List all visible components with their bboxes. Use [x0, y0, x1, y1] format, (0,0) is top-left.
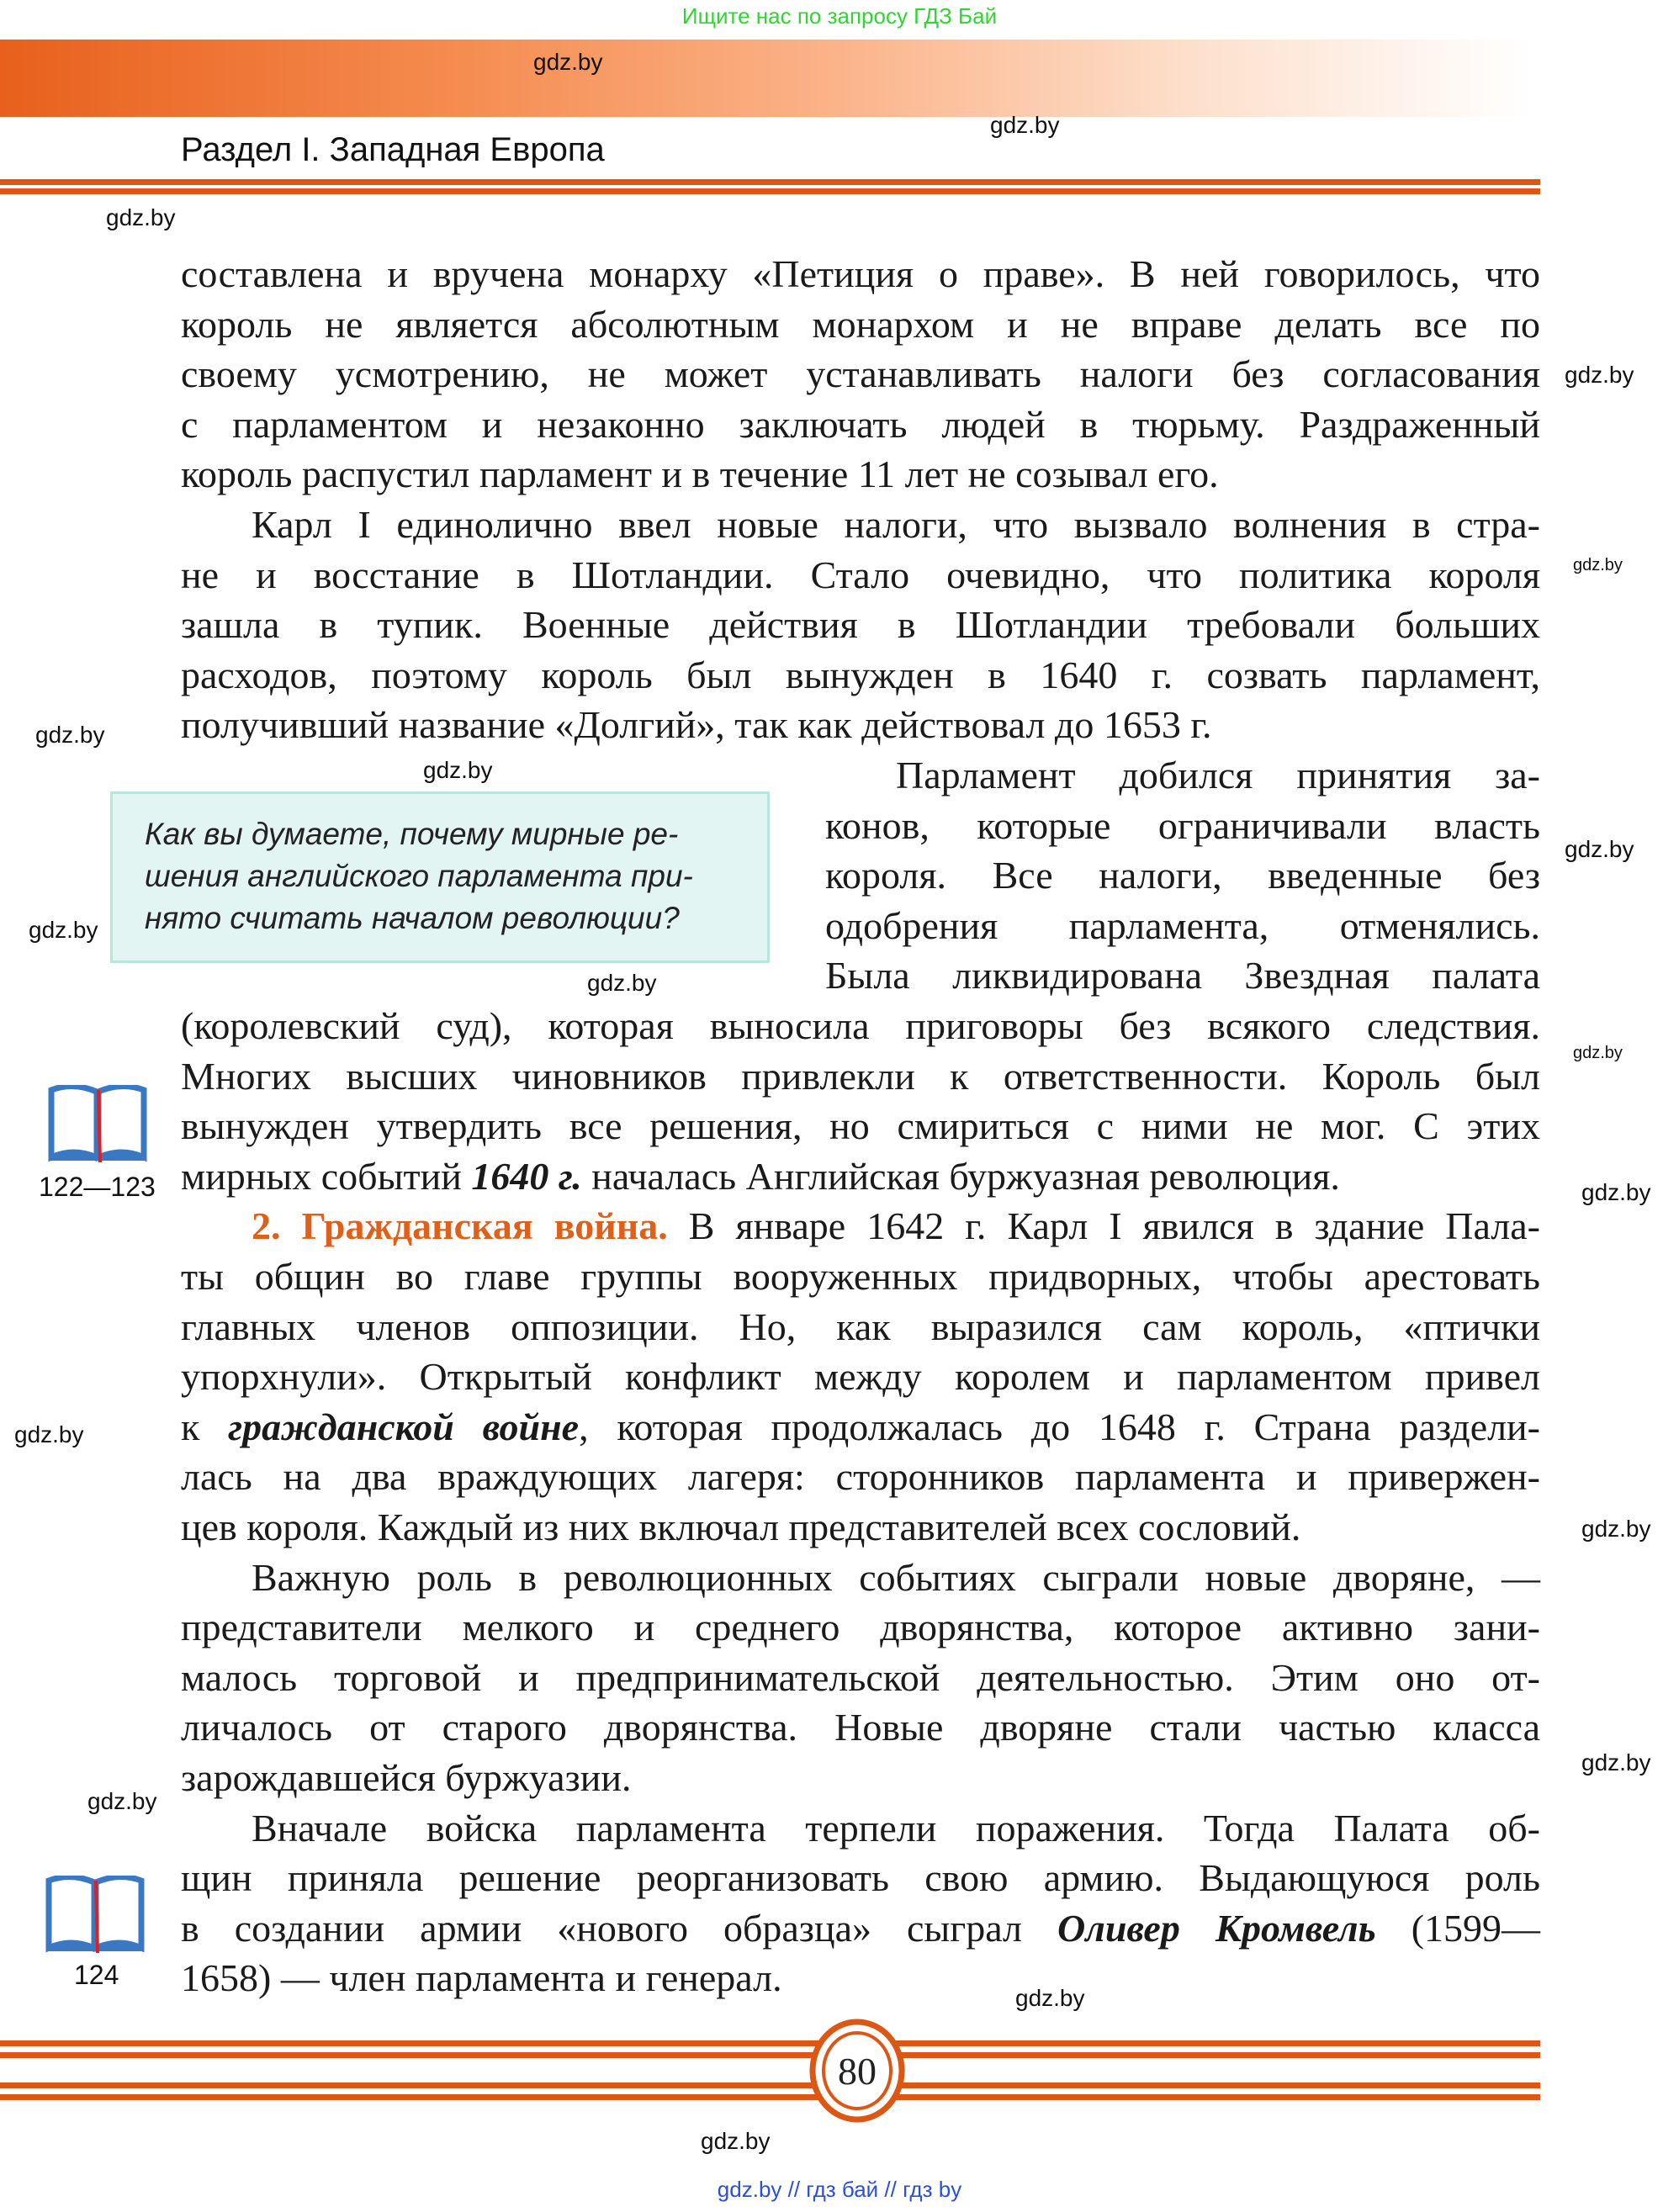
- watermark-text: gdz.by: [14, 1421, 84, 1447]
- text-run: Была ликвидирована Звездная палата: [825, 954, 1540, 998]
- text-run: 1658) — член парламента и генерал.: [181, 1956, 782, 2000]
- text-run: (1599—: [1375, 1906, 1541, 1950]
- body-line: [181, 551, 1540, 600]
- text-run: Парламент добился принятия за-: [896, 754, 1540, 796]
- watermark-text: gdz.by: [587, 970, 657, 996]
- body-line: [181, 1152, 1540, 1201]
- text-run: Важную роль в революционных событиях сыграли новые дворяне, —: [252, 1555, 1540, 1599]
- text-run: , которая продолжалась до 1648 г. Страна раздели-: [579, 1405, 1540, 1448]
- text-run: Вначале войска парламента терпели поражения. Тогда Палата об-: [252, 1806, 1540, 1850]
- section-heading: 2. Гражданская война.: [252, 1204, 668, 1248]
- section-title: Раздел I. Западная Европа: [181, 131, 605, 168]
- text-run: короля. Все налоги, введенные без: [825, 854, 1540, 897]
- top-promo-text[interactable]: Ищите нас по запросу ГДЗ Бай: [681, 3, 998, 29]
- page-number: 80: [838, 2050, 877, 2093]
- text-run: (королевский суд), которая выносила приговоры без всякого следствия.: [181, 1004, 1540, 1047]
- watermark-text: gdz.by: [1581, 1516, 1651, 1542]
- body-line: [896, 751, 1540, 800]
- watermark-text: gdz.by: [990, 112, 1060, 138]
- emphasized-term: 1640 г.: [471, 1154, 582, 1198]
- body-line: [181, 1954, 1540, 2003]
- question-box: [110, 791, 770, 963]
- body-line: [825, 851, 1540, 900]
- body-line: [181, 601, 1540, 649]
- body-line: [181, 450, 1540, 499]
- body-line: [181, 1854, 1540, 1902]
- body-line: [181, 1703, 1540, 1752]
- body-line: [181, 1453, 1540, 1501]
- footer-rule: [0, 2094, 1540, 2100]
- watermark-text: gdz.by: [1581, 1749, 1651, 1775]
- body-line: [252, 1804, 1540, 1853]
- text-run: в создании армии «нового образца» сыграл: [181, 1906, 1057, 1950]
- body-line: [181, 300, 1540, 349]
- body-line: [825, 802, 1540, 850]
- body-line: [181, 1603, 1540, 1652]
- body-line: [181, 1352, 1540, 1401]
- text-run: мирных событий: [181, 1154, 472, 1198]
- body-line: [252, 1553, 1540, 1602]
- reference-label: 122—123: [39, 1172, 156, 1202]
- text-run: личалось от старого дворянства. Новые дворяне стали частью класса: [181, 1706, 1540, 1749]
- watermark-text: gdz.by: [423, 757, 493, 783]
- text-run: началась Английская буржуазная революция.: [581, 1154, 1340, 1198]
- body-line: [181, 1102, 1540, 1151]
- text-run: с парламентом и незаконно заключать людей в тюрьму. Раздраженный: [181, 402, 1540, 446]
- question-line: Как вы думаете, почему мирные ре-: [145, 817, 679, 851]
- text-run: цев короля. Каждый из них включал представителей всех сословий.: [181, 1506, 1301, 1548]
- body-line: [181, 1654, 1540, 1702]
- body-line: [181, 651, 1540, 700]
- footer-rule: [0, 2040, 1540, 2046]
- watermark-text: gdz.by: [1573, 1044, 1623, 1062]
- body-line: [181, 350, 1540, 399]
- text-run: представители мелкого и среднего дворянства, которое активно зани-: [181, 1606, 1540, 1649]
- body-line: [181, 1052, 1540, 1101]
- body-line: [181, 400, 1540, 449]
- text-run: главных членов оппозиции. Но, как выразился сам король, «птички: [181, 1304, 1540, 1348]
- text-run: упорхнули». Открытый конфликт между королем и парламентом привел: [181, 1355, 1540, 1399]
- watermark-text: gdz.by: [533, 49, 603, 75]
- watermark-text: gdz.by: [1015, 1985, 1085, 2011]
- question-line: нято считать началом революции?: [145, 901, 680, 935]
- footer-rule: [0, 2082, 1540, 2088]
- body-line: [181, 1754, 1540, 1802]
- footer-rule: [0, 2052, 1540, 2058]
- text-run: малось торговой и предпринимательской деятельностью. Этим оно от-: [181, 1655, 1540, 1699]
- text-run: ты общин во главе группы вооруженных придворных, чтобы арестовать: [181, 1255, 1540, 1298]
- body-line: [181, 1904, 1540, 1953]
- watermark-text: gdz.by: [106, 204, 176, 230]
- body-line: [181, 701, 1540, 749]
- watermark-text: gdz.by: [87, 1788, 157, 1814]
- question-line: шения английского парламента при-: [145, 859, 693, 893]
- watermark-text: gdz.by: [1565, 836, 1634, 862]
- body-line: [252, 500, 1540, 549]
- header-banner: [0, 40, 1531, 117]
- book-icon: [48, 1085, 147, 1162]
- header-rule: [0, 188, 1540, 194]
- text-run: зарождавшейся буржуазии.: [181, 1756, 632, 1799]
- text-run: к: [181, 1405, 229, 1448]
- text-run: король не является абсолютным монархом и не вправе делать все по: [181, 302, 1540, 346]
- text-run: щин приняла решение реорганизовать свою армию. Выдающуюся роль: [181, 1856, 1540, 1900]
- body-line: [181, 1403, 1540, 1452]
- body-line: [181, 1252, 1540, 1301]
- reference-label: 124: [74, 1960, 119, 1990]
- text-run: конов, которые ограничивали власть: [825, 803, 1540, 847]
- text-run: получивший название «Долгий», так как действовал до 1653 г.: [181, 703, 1212, 747]
- watermark-text: gdz.by: [1581, 1179, 1651, 1205]
- emphasized-term: гражданской войне: [228, 1405, 580, 1448]
- text-run: расходов, поэтому король был вынужден в 1640 г. созвать парламент,: [181, 653, 1540, 696]
- book-icon: [45, 1876, 145, 1953]
- header-rule: [0, 179, 1540, 185]
- text-run: В январе 1642 г. Карл I явился в здание Пала-: [667, 1204, 1540, 1248]
- text-run: зашла в тупик. Военные действия в Шотландии требовали больших: [181, 603, 1540, 647]
- text-run: одобрения парламента, отменялись.: [825, 903, 1540, 947]
- watermark-text: gdz.by: [29, 917, 98, 943]
- body-line: [181, 1503, 1540, 1552]
- watermark-text: gdz.by: [1565, 362, 1634, 388]
- text-run: Карл I единолично ввел новые налоги, что вызвало волнения в стра-: [252, 503, 1540, 546]
- watermark-text: gdz.by: [35, 722, 105, 748]
- watermark-text: gdz.by: [1573, 556, 1623, 574]
- body-line: [181, 250, 1540, 299]
- body-line: [252, 1202, 1540, 1251]
- text-run: Многих высших чиновников привлекли к ответственности. Король был: [181, 1054, 1540, 1098]
- text-run: своему усмотрению, не может устанавливать налоги без согласования: [181, 352, 1540, 396]
- text-run: составлена и вручена монарху «Петиция о праве». В ней говорилось, что: [181, 252, 1540, 295]
- watermark-text: gdz.by: [701, 2128, 771, 2154]
- body-line: [181, 1303, 1540, 1352]
- text-run: лась на два враждующих лагеря: сторонников парламента и привержен-: [181, 1455, 1540, 1499]
- body-line: [181, 1002, 1540, 1050]
- emphasized-term: Оливер Кромвель: [1057, 1906, 1376, 1950]
- body-line: [825, 951, 1540, 1000]
- body-line: [825, 902, 1540, 950]
- text-run: король распустил парламент и в течение 11 лет не созывал его.: [181, 452, 1219, 496]
- text-run: вынужден утвердить все решения, но смириться с ними не мог. С этих: [181, 1104, 1540, 1148]
- bottom-links[interactable]: gdz.by // гдз бай // гдз by: [717, 2177, 962, 2202]
- text-run: не и восстание в Шотландии. Стало очевидно, что политика короля: [181, 553, 1540, 596]
